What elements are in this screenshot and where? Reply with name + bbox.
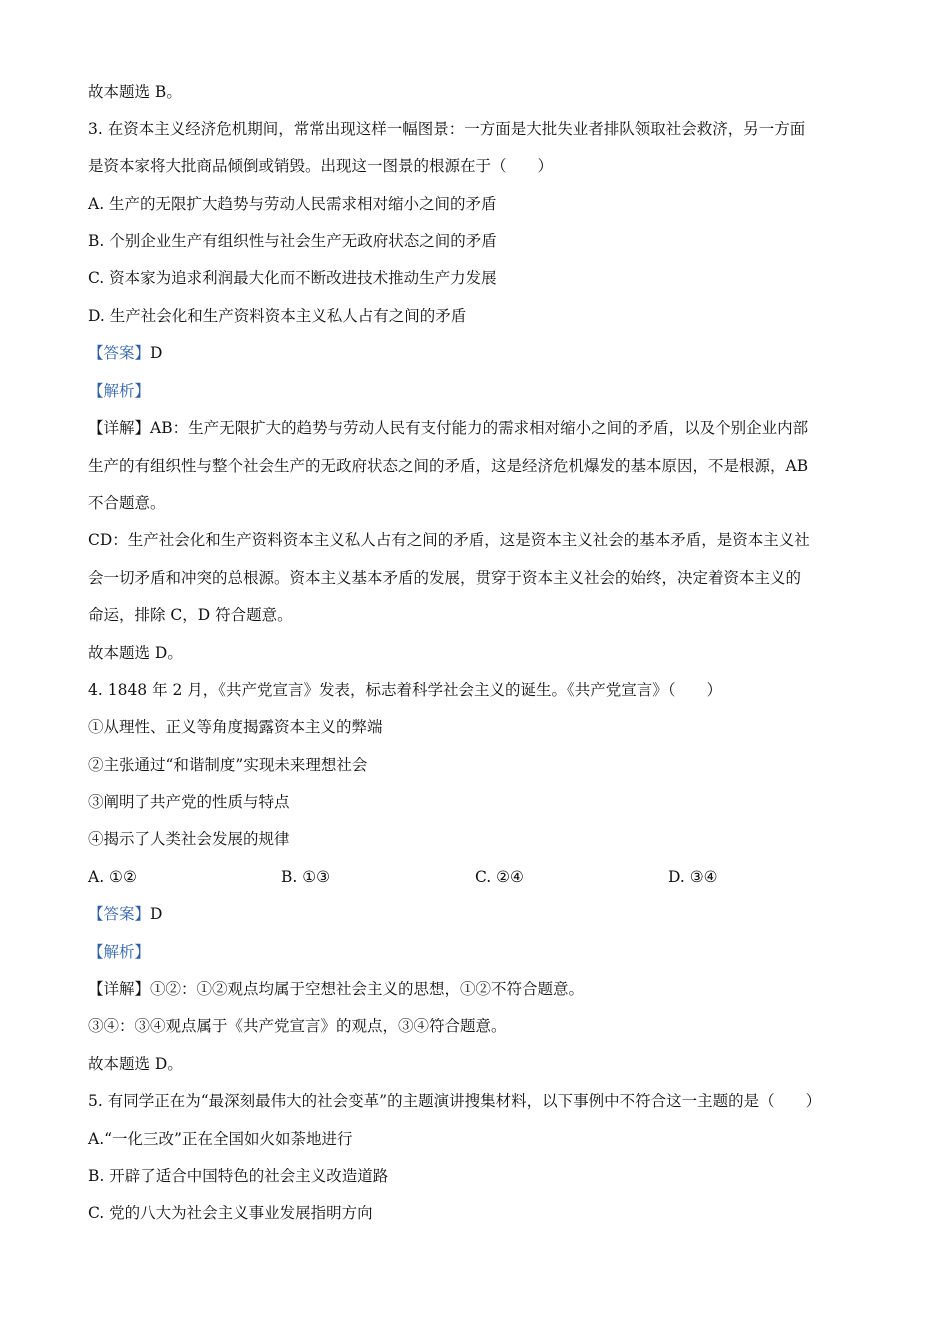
analysis-tag: 【解析】 [88, 943, 151, 961]
detail-text-q3-5: 会一切矛盾和冲突的总根源。资本主义基本矛盾的发展，贯穿于资本主义社会的始终，决定着资本主义的 [88, 569, 802, 587]
question-4-item-3: ③阐明了共产党的性质与特点 [88, 793, 290, 811]
answer-value: D [150, 344, 163, 362]
detail-tag: 【详解】 [88, 419, 151, 437]
detail-line-q4 [88, 979, 584, 999]
conclusion-q4: 故本题选 D。 [88, 1055, 183, 1073]
question-3-stem: 3. 在资本主义经济危机期间，常常出现这样一幅图景：一方面是大批失业者排队领取社会救济，另一方面 [88, 120, 806, 138]
question-4-option-c: C. ②④ [475, 868, 524, 886]
question-3-stem-cont: 是资本家将大批商品倾倒或销毁。出现这一图景的根源在于（ ） [88, 157, 554, 175]
question-4-option-d: D. ③④ [668, 868, 718, 886]
answer-value: D [150, 905, 163, 923]
analysis-line-q3 [88, 381, 150, 401]
analysis-line-q4 [88, 942, 150, 962]
detail-text-q3-4: CD：生产社会化和生产资料资本主义私人占有之间的矛盾，这是资本主义社会的基本矛盾，是资本主义社 [88, 531, 810, 549]
detail-text: AB：生产无限扩大的趋势与劳动人民有支付能力的需求相对缩小之间的矛盾，以及个别企业内部 [150, 419, 809, 437]
question-3-option-c: C. 资本家为追求利润最大化而不断改进技术推动生产力发展 [88, 269, 497, 287]
detail-text-q3-6: 命运，排除 C，D 符合题意。 [88, 606, 293, 624]
answer-line-q4 [88, 904, 162, 924]
question-4-item-1: ①从理性、正义等角度揭露资本主义的弊端 [88, 718, 383, 736]
question-4-option-a: A. ①② [88, 868, 137, 886]
question-3-option-a: A. 生产的无限扩大趋势与劳动人民需求相对缩小之间的矛盾 [88, 195, 497, 213]
answer-tag: 【答案】 [88, 344, 151, 362]
conclusion-q3: 故本题选 D。 [88, 644, 183, 662]
conclusion-q2: 故本题选 B。 [88, 83, 182, 101]
question-3-option-b: B. 个别企业生产有组织性与社会生产无政府状态之间的矛盾 [88, 232, 497, 250]
question-4-item-4: ④揭示了人类社会发展的规律 [88, 830, 290, 848]
question-4-item-2: ②主张通过“和谐制度”实现未来理想社会 [88, 756, 368, 774]
answer-line-q3 [88, 343, 162, 363]
question-4-stem: 4. 1848 年 2 月，《共产党宣言》发表，标志着科学社会主义的诞生。《共产党宣言》（ ） [88, 681, 723, 699]
answer-tag: 【答案】 [88, 905, 151, 923]
detail-tag: 【详解】 [88, 980, 151, 998]
analysis-tag: 【解析】 [88, 382, 151, 400]
detail-text-q4-2: ③④：③④观点属于《共产党宣言》的观点，③④符合题意。 [88, 1017, 507, 1035]
question-5-stem: 5. 有同学正在为“最深刻最伟大的社会变革”的主题演讲搜集材料，以下事例中不符合这一主题的是（ ） [88, 1092, 822, 1110]
detail-line-q3 [88, 418, 808, 438]
detail-text: ①②：①②观点均属于空想社会主义的思想，①②不符合题意。 [150, 980, 585, 998]
detail-text-q3-3: 不合题意。 [88, 494, 166, 512]
question-3-option-d: D. 生产社会化和生产资料资本主义私人占有之间的矛盾 [88, 307, 467, 325]
detail-text-q3-2: 生产的有组织性与整个社会生产的无政府状态之间的矛盾，这是经济危机爆发的基本原因，不是根源，AB [88, 457, 809, 475]
question-4-option-b: B. ①③ [281, 868, 331, 886]
question-5-option-a: A.“一化三改”正在全国如火如荼地进行 [88, 1130, 353, 1148]
question-5-option-c: C. 党的八大为社会主义事业发展指明方向 [88, 1204, 373, 1222]
question-5-option-b: B. 开辟了适合中国特色的社会主义改造道路 [88, 1167, 389, 1185]
